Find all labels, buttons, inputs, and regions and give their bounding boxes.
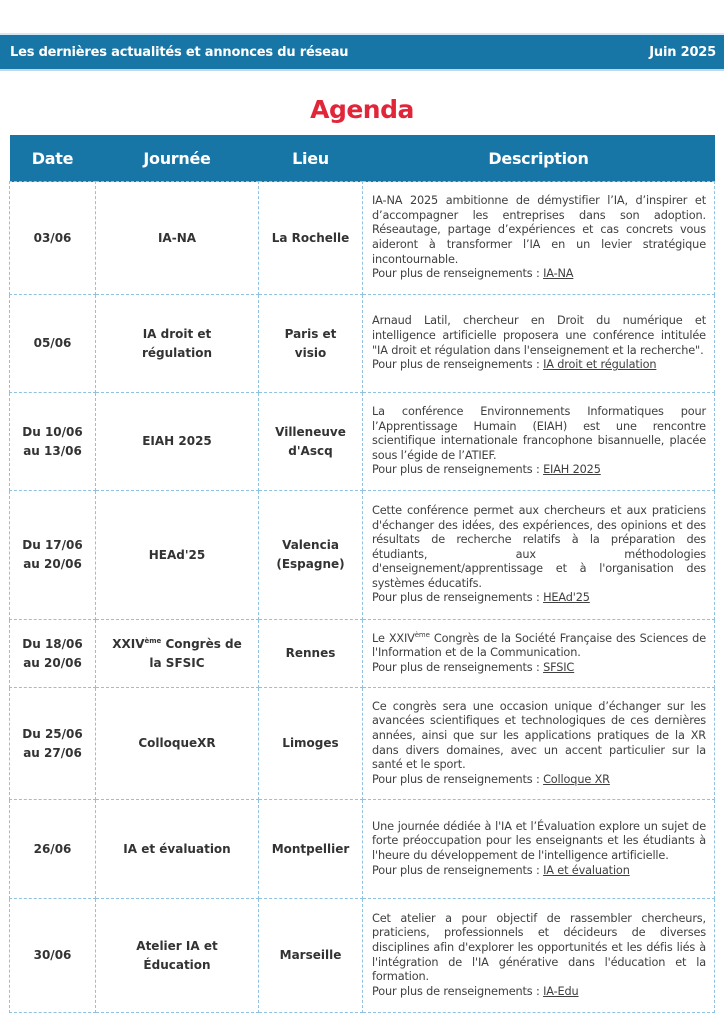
event-link[interactable]: IA et évaluation <box>543 863 630 877</box>
location-line: visio <box>294 345 327 360</box>
location-line: Montpellier <box>271 841 350 856</box>
header-subtitle: Les dernières actualités et annonces du réseau <box>10 44 349 60</box>
event-location <box>259 800 363 899</box>
column-header-description: Description <box>363 135 715 182</box>
newsletter-header-bar <box>0 35 724 71</box>
event-name-line: HEAd'25 <box>148 547 206 562</box>
description-text: Cet atelier a pour objectif de rassembler chercheurs, praticiens, professionnels et décideurs de diverses disciplines afin d'explorer les opportunités et les défis liés à l'intégration de l'IA générative dans l'éducation et la formation. <box>372 911 706 984</box>
date-line: 05/06 <box>33 336 72 350</box>
location-line: Marseille <box>279 948 342 962</box>
more-info-prefix: Pour plus de renseignements : <box>372 984 544 998</box>
header-issue-date: Juin 2025 <box>649 44 716 60</box>
event-description <box>363 620 715 688</box>
event-name <box>96 688 259 800</box>
location-line: Limoges <box>282 736 339 750</box>
event-description <box>363 491 715 620</box>
event-link[interactable]: IA-NA <box>543 267 574 281</box>
location-line: Rennes <box>285 646 336 660</box>
event-location <box>259 182 363 295</box>
description-text: IA-NA 2025 ambitionne de démystifier l’IA, d’inspirer et d’accompagner les entreprises dans son adoption. Réseautage, partage d’expériences et cas concrets vous aideront à transformer l’IA en un levier stratégique incontournable. <box>372 194 706 266</box>
event-description <box>363 688 715 800</box>
event-link[interactable]: IA droit et régulation <box>543 358 657 372</box>
more-info-line <box>372 661 706 676</box>
event-link[interactable]: IA-Edu <box>543 984 579 998</box>
event-name-line: IA-NA <box>157 230 197 245</box>
event-name-prefix: XXIV <box>112 636 145 651</box>
event-description <box>363 800 715 899</box>
event-name <box>96 620 259 688</box>
event-name-superscript: ème <box>144 636 162 645</box>
location-line: La Rochelle <box>271 230 350 245</box>
date-line: au 20/06 <box>23 655 82 670</box>
date-line: Du 18/06 <box>22 636 83 651</box>
more-info-line <box>372 985 706 1000</box>
more-info-prefix: Pour plus de renseignements : <box>372 358 544 372</box>
location-line: Paris et <box>284 326 337 341</box>
table-row <box>10 295 715 393</box>
event-name-line: la SFSIC <box>149 655 205 670</box>
location-line: (Espagne) <box>276 557 345 571</box>
column-header-lieu: Lieu <box>259 135 363 182</box>
event-name-line: ColloqueXR <box>138 736 216 750</box>
table-row <box>10 620 715 688</box>
date-line: 30/06 <box>33 948 72 962</box>
more-info-prefix: Pour plus de renseignements : <box>372 463 544 477</box>
event-name <box>96 800 259 899</box>
event-description <box>363 182 715 295</box>
event-name <box>96 393 259 491</box>
event-date <box>10 899 96 1013</box>
event-name-line: Éducation <box>143 957 211 972</box>
event-date <box>10 491 96 620</box>
description-superscript: ème <box>414 630 430 639</box>
description-prefix: Le XXIV <box>372 631 415 645</box>
more-info-prefix: Pour plus de renseignements : <box>372 660 544 674</box>
column-header-date: Date <box>10 135 96 182</box>
event-name-line: IA droit et <box>142 326 212 341</box>
more-info-prefix: Pour plus de renseignements : <box>372 267 544 281</box>
date-line: au 27/06 <box>23 745 82 760</box>
description-text: Cette conférence permet aux chercheurs et aux praticiens d'échanger des idées, des expériences, des opinions et des résultats de recherche relatifs à la préparation des étudiants, aux méthodologies d'enseignement/apprentissage et à l'organisation des systèmes éducatifs. <box>372 503 706 590</box>
date-line: 03/06 <box>33 230 72 245</box>
more-info-prefix: Pour plus de renseignements : <box>372 772 544 786</box>
table-row <box>10 899 715 1013</box>
description-text <box>372 632 706 661</box>
event-date <box>10 688 96 800</box>
event-description <box>363 899 715 1013</box>
date-line: Du 10/06 <box>22 424 83 439</box>
date-line: Du 17/06 <box>22 538 83 552</box>
event-date <box>10 393 96 491</box>
more-info-line <box>372 358 706 373</box>
location-line: Valencia <box>282 538 339 552</box>
event-location <box>259 393 363 491</box>
event-location <box>259 899 363 1013</box>
event-location <box>259 491 363 620</box>
event-name-line: régulation <box>141 345 213 360</box>
event-date <box>10 620 96 688</box>
table-row <box>10 800 715 899</box>
agenda-table <box>9 135 715 1013</box>
table-row <box>10 182 715 295</box>
event-name-line: Atelier IA et <box>136 938 218 953</box>
date-line: au 13/06 <box>23 443 82 458</box>
table-row <box>10 393 715 491</box>
table-row <box>10 491 715 620</box>
date-line: au 20/06 <box>23 557 82 571</box>
date-line: 26/06 <box>33 841 72 856</box>
event-location <box>259 688 363 800</box>
date-line: Du 25/06 <box>22 726 83 741</box>
event-name <box>96 295 259 393</box>
event-name-rest: Congrès de <box>161 636 242 651</box>
event-location <box>259 620 363 688</box>
page-title: Agenda <box>310 95 414 124</box>
location-line: d'Ascq <box>288 443 333 458</box>
event-link[interactable]: HEAd'25 <box>543 591 590 605</box>
event-name-line: EIAH 2025 <box>142 434 212 448</box>
event-name <box>96 899 259 1013</box>
event-name <box>96 182 259 295</box>
more-info-prefix: Pour plus de renseignements : <box>372 591 544 605</box>
description-rest: Congrès de la Société Française des Sciences de l'Information et de la Communication. <box>372 631 706 660</box>
agenda-table-header <box>10 135 715 182</box>
event-description <box>363 393 715 491</box>
description-text: Une journée dédiée à l'IA et l’Évaluation explore un sujet de forte préoccupation pour les enseignants et les étudiants à l'heure du développement de l'intelligence artificielle. <box>372 819 706 862</box>
event-date <box>10 800 96 899</box>
event-link[interactable]: Colloque XR <box>543 772 610 786</box>
description-text: Arnaud Latil, chercheur en Droit du numérique et intelligence artificielle proposera une conférence intitulée "IA droit et régulation dans l'enseignement et la recherche". <box>372 314 706 357</box>
event-link[interactable]: SFSIC <box>543 660 575 674</box>
more-info-line <box>372 267 706 282</box>
event-name <box>96 491 259 620</box>
table-row <box>10 688 715 800</box>
description-text: Ce congrès sera une occasion unique d’échanger sur les avancées scientifiques et technologiques de ces dernières années, ainsi que sur les applications pratiques de la XR dans divers domaines, avec un accent particulier sur la santé et le sport. <box>372 699 706 772</box>
event-description <box>363 295 715 393</box>
more-info-prefix: Pour plus de renseignements : <box>372 863 544 877</box>
more-info-line <box>372 463 706 478</box>
event-date <box>10 182 96 295</box>
more-info-line <box>372 773 706 788</box>
description-text: La conférence Environnements Informatiques pour l’Apprentissage Humain (EIAH) est une rencontre scientifique internationale francophone bisannuelle, placée sous l’égide de l’ATIEF. <box>372 405 706 462</box>
event-name-line: IA et évaluation <box>123 841 231 856</box>
location-line: Villeneuve <box>275 424 346 439</box>
event-link[interactable]: EIAH 2025 <box>543 463 601 477</box>
event-date <box>10 295 96 393</box>
column-header-journee: Journée <box>96 135 259 182</box>
more-info-line <box>372 591 706 606</box>
event-location <box>259 295 363 393</box>
more-info-line <box>372 864 706 879</box>
